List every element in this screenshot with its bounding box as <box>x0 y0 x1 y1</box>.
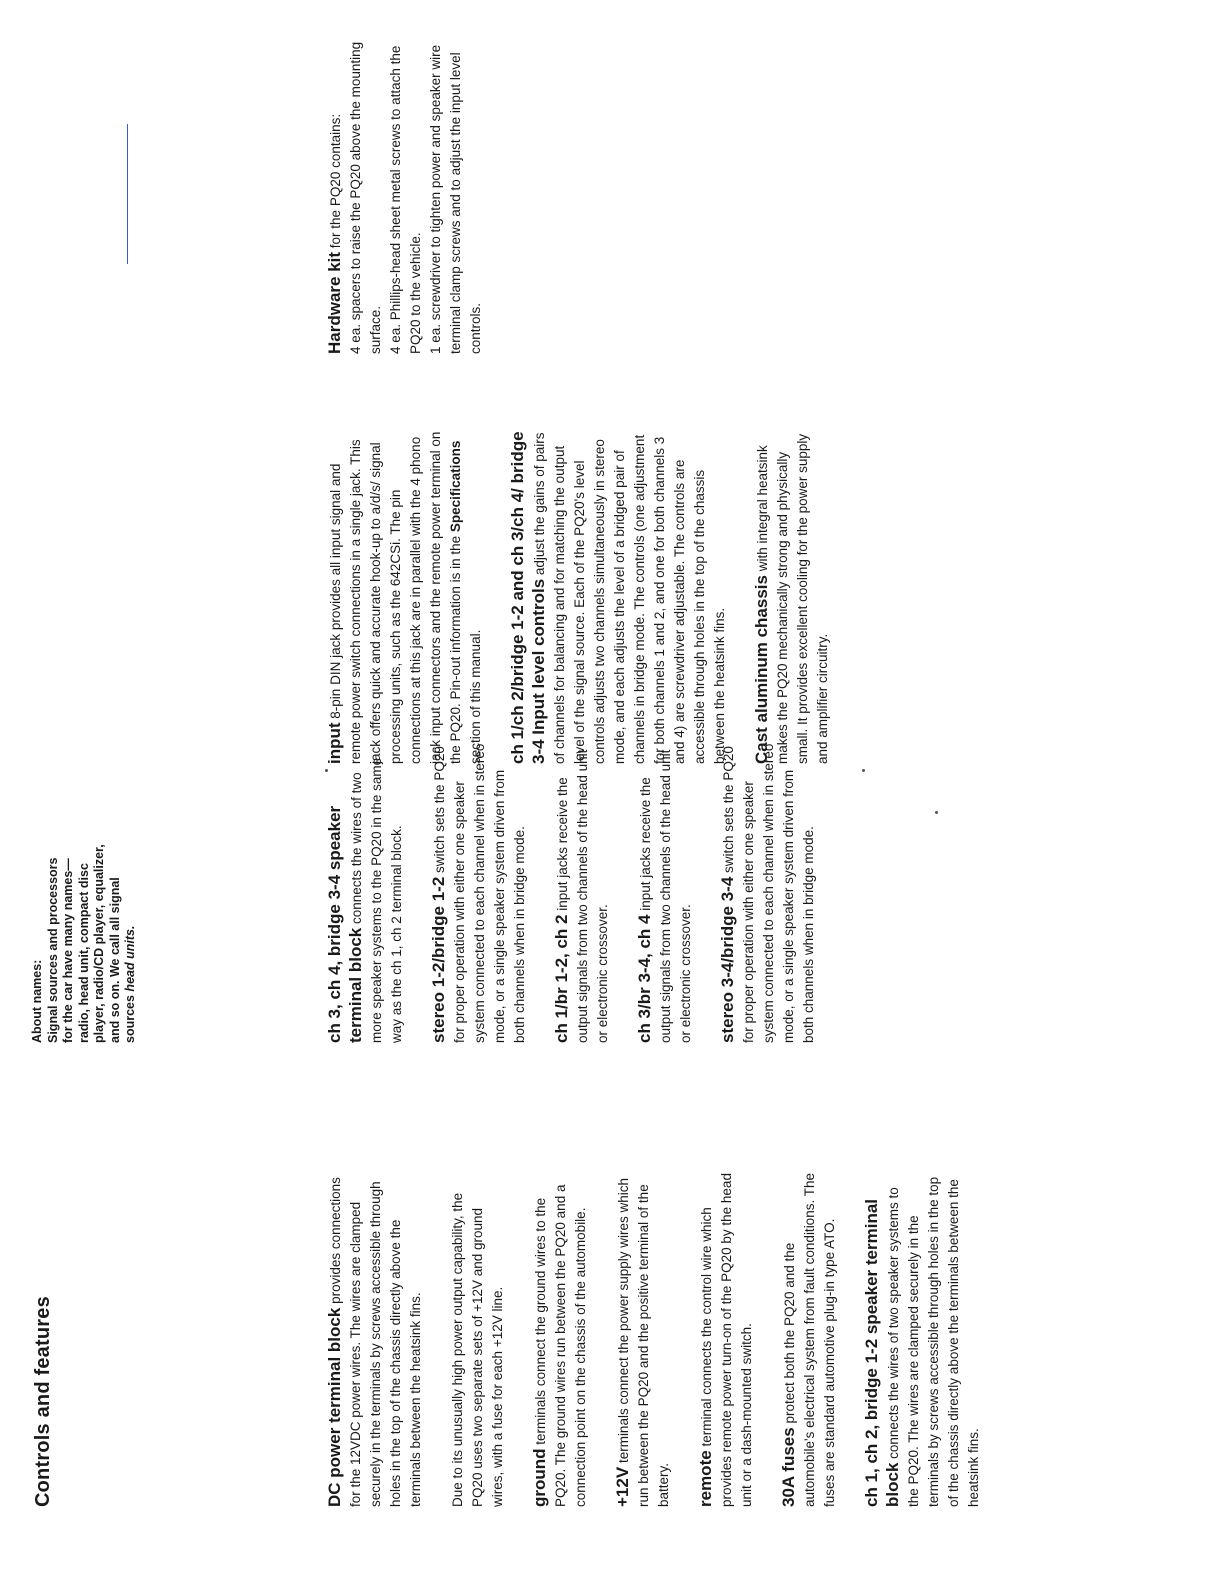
hardware-item: 4 ea. spacers to raise the PQ20 above the mounting surface. <box>348 41 383 354</box>
term-hardware-kit: Hardware kit <box>325 251 344 354</box>
desc-plus12v: terminals connect the power supply wires which run between the PQ20 and the positive terminal of the battery. <box>616 1177 671 1507</box>
term-ground: ground <box>530 1448 549 1507</box>
ch34-terminal-paragraph <box>325 743 407 1043</box>
column-3 <box>325 430 855 764</box>
hardware-item: 4 ea. Phillips-head sheet metal screws to attach the PQ20 to the vehicle. <box>388 45 423 354</box>
desc-stereo12: switch sets the PQ20 for proper operation with either one speaker system connected to each channel when in stereo mode, or a single speaker system driven from both channels when in bridge mode. <box>432 743 527 1043</box>
term-plus12v: +12V <box>613 1466 632 1507</box>
term-remote: remote <box>696 1450 715 1507</box>
page-title: Controls and features <box>32 1296 54 1507</box>
scan-dot <box>325 769 328 772</box>
desc-hardware-kit: for the PQ20 contains: <box>328 113 343 252</box>
plus12v-paragraph <box>613 1171 674 1507</box>
sidenote-emphasis: head units. <box>123 925 137 992</box>
desc-ch34-terminal: connects the wires of two more speaker systems to the PQ20 in the same way as the ch 1, ch 2 terminal block. <box>349 757 404 1043</box>
term-ch12-terminal: ch 1, ch 2, bridge 1-2 speaker terminal block <box>862 1198 902 1507</box>
column-2 <box>325 743 841 1043</box>
term-dc-power: DC power terminal block <box>325 1307 344 1507</box>
term-stereo34: stereo 3-4/bridge 3-4 <box>718 876 737 1043</box>
specifications-reference: Specifications <box>448 440 463 533</box>
desc-stereo34: switch sets the PQ20 for proper operation with either one speaker system connected to each channel when in stereo mode, or a single speaker system driven from both channels when in bridge mode. <box>721 743 816 1043</box>
stereo34-paragraph <box>718 743 819 1043</box>
desc-remote: terminal connects the control wire which provides remote power turn-on of the PQ20 by the head unit or a dash-mounted switch. <box>699 1173 754 1507</box>
power-note-paragraph <box>448 1171 508 1507</box>
ground-paragraph <box>530 1171 591 1507</box>
column-1 <box>325 1171 1006 1507</box>
scan-dot <box>862 769 865 772</box>
ch12-inputs-paragraph <box>552 743 613 1043</box>
desc-power-note: Due to its unusually high power output capability, the PQ20 uses two separate sets of +12V and ground wires, with a fuse for each +12V line. <box>450 1192 505 1507</box>
term-ch34-terminal: ch 3, ch 4, bridge 3-4 speaker terminal block <box>325 805 365 1043</box>
term-level-controls: ch 1/ch 2/bridge 1-2 and ch 3/ch 4/ bridge 3-4 Input level controls <box>508 431 548 764</box>
term-ch12-inputs: ch 1/br 1-2, ch 2 <box>552 914 571 1043</box>
term-stereo12: stereo 1-2/bridge 1-2 <box>429 876 448 1043</box>
term-ch34-inputs: ch 3/br 3-4, ch 4 <box>635 914 654 1043</box>
remote-paragraph <box>696 1171 757 1507</box>
stereo12-paragraph <box>429 743 530 1043</box>
desc-ch12-terminal: connects the wires of two speaker systems to the PQ20. The wires are clamped securely in the terminals by screws accessible through holes in the top of the chassis directly above the terminals between the heatsink fins. <box>886 1176 981 1507</box>
ch12-terminal-paragraph <box>862 1171 984 1507</box>
sidenote-heading: About names: <box>30 959 44 1043</box>
hardware-item: 1 ea. screwdriver to tighten power and speaker wire terminal clamp screws and to adjust the input level controls. <box>428 44 483 354</box>
column-4 <box>325 24 486 354</box>
term-fuses: 30A fuses <box>779 1427 798 1507</box>
desc-input-before: 8-pin DIN jack provides all input signal and remote power switch connections in a single jack. This jack offers quick and accurate hook-up to a/d/s/ signal processing units, such as the 642CSi. The pin connections at this jack are in parallel with the 4 phono jack input connectors and the remote power terminal on the PQ20. Pin-out information is in the <box>328 431 463 764</box>
level-controls-paragraph <box>508 430 730 764</box>
chassis-paragraph <box>752 430 833 764</box>
fuses-paragraph <box>779 1171 840 1507</box>
term-chassis: Cast aluminum chassis <box>752 575 771 764</box>
hardware-kit-block <box>325 24 486 354</box>
input-jack-paragraph <box>325 430 486 764</box>
desc-chassis: with integral heatsink makes the PQ20 mechanically strong and physically small. It provides excellent cooling for the power supply and amplifier circuitry. <box>755 433 830 764</box>
blue-rule-divider <box>127 124 128 264</box>
ch34-inputs-paragraph <box>635 743 696 1043</box>
desc-ch34-inputs: input jacks receive the output signals from two channels of the head unit or electronic crossover. <box>638 749 693 1043</box>
desc-input-after: section of this manual. <box>468 629 483 764</box>
desc-dc-power: provides connections for the 12VDC power wires. The wires are clamped securely in the terminals by screws accessible through holes in the top of the chassis directly above the terminals between the heatsink fins. <box>328 1177 423 1507</box>
sidenote-body: Signal sources and processors for the car have many names—radio, head unit, compact disc player, radio/CD player, equalizer, and so on. We call all signal sources <box>45 844 137 1043</box>
about-names-sidenote <box>30 843 139 1043</box>
term-input: input <box>325 722 344 764</box>
desc-level-controls: adjust the gains of pairs of channels for balancing and for matching the output level of the signal source. Each of the PQ20's level controls adjusts two channels simultaneously in stereo mode, and each adjusts the level of a bridged pair of channels in bridge mode. The controls (one adjustment for both channels 1 and 2, and one for both channels 3 and 4) are screwdriver adjustable. The controls are accessible through holes in the top of the chassis between the heatsink fins. <box>532 432 727 764</box>
scan-dot <box>935 811 938 814</box>
desc-ground: terminals connect the ground wires to the PQ20. The ground wires run between the PQ20 and a connection point on the chassis of the automobile. <box>533 1184 588 1507</box>
desc-fuses: protect both the PQ20 and the automobile's electrical system from fault conditions. The fuses are standard automotive plug-in type ATO. <box>782 1173 837 1507</box>
desc-ch12-inputs: input jacks receive the output signals from two channels of the head unit or electronic crossover. <box>555 749 610 1043</box>
dc-power-paragraph <box>325 1171 426 1507</box>
